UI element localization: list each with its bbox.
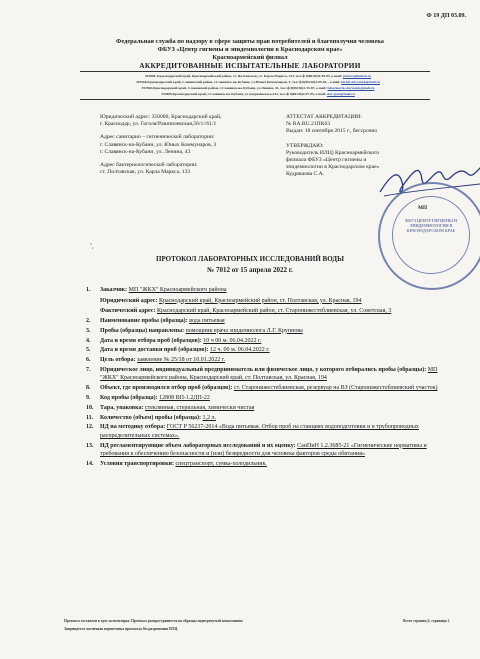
email-link[interactable]: slav-gsen@mail.ru bbox=[326, 92, 355, 96]
protocol-title: ПРОТОКОЛ ЛАБОРАТОРНЫХ ИССЛЕДОВАНИЙ ВОДЫ bbox=[156, 255, 344, 263]
item-label: Объект, где производился отбор проб (образцов): bbox=[100, 385, 233, 392]
protocol-item bbox=[86, 286, 445, 295]
address-line-2 bbox=[78, 80, 438, 85]
item-label: НД регламентирующие объем лабораторных исследований и их оценку: bbox=[100, 442, 296, 449]
bacteriology-lab-label: Адрес бактериологической лаборатории: bbox=[100, 162, 198, 169]
item-value: помощник врача эпидемиолога Л.Г. Крупнова bbox=[185, 327, 303, 334]
item-label: Условия транспортировки: bbox=[100, 461, 175, 468]
item-label: Заказчик: bbox=[100, 287, 128, 293]
item-label: Тара, упаковка: bbox=[100, 404, 144, 411]
address-line-4 bbox=[78, 92, 438, 97]
item-number: 9. bbox=[86, 395, 91, 402]
protocol-item bbox=[86, 423, 445, 440]
footer-note-1: Протокол составлен в трех экземплярах. Протокол распространяется на образцы подвергнутый испытаниям. bbox=[64, 619, 244, 623]
address-text: 353560,Краснодарский край, Славянский район, г.Славянск-на-Кубани, ул.Ленина, 43, тел./ф 8(86146)2-35-87, e-mail: bbox=[141, 86, 328, 90]
item-value: ГОСТ Р 56237-2014 «Вода питьевая. Отбор проб на станциях водоподготовки и в трубопроводных распределительных системах». bbox=[100, 424, 419, 439]
protocol-item bbox=[86, 337, 445, 346]
legal-address-value: г. Краснодар, ул. Гоголя/Рашпилевская,56/1//61/1 bbox=[100, 121, 217, 128]
protocol-item bbox=[86, 394, 445, 403]
item-value: 12 ч. 00 м. 06.04.2022 г. bbox=[209, 347, 270, 354]
bacteriology-lab-address: ст. Полтавская, ул. Карла Маркса, 133 bbox=[100, 169, 191, 176]
approve-line: Руководитель ИЛЦ) Красноармейского bbox=[286, 149, 380, 156]
attestation-number: № RA.RU.21ПК63 bbox=[286, 121, 331, 128]
item-value: заявление № 25/18 от 10.01.2022 г. bbox=[137, 357, 226, 364]
address-line-3 bbox=[78, 86, 438, 91]
approve-title: УТВЕРЖДАЮ: bbox=[286, 142, 324, 149]
approver-name: Кудряшова С.А. bbox=[286, 171, 325, 178]
item-number: 13. bbox=[86, 442, 94, 449]
item-label: Цель отбора: bbox=[100, 357, 136, 364]
item-value: стеклянная, стерильная, химически чистая bbox=[144, 404, 255, 411]
item-label: НД на методику отбора: bbox=[100, 424, 166, 431]
item-number: 11. bbox=[86, 414, 94, 421]
header-rule bbox=[80, 71, 430, 72]
item-label: Юридический адрес: bbox=[100, 297, 158, 304]
item-label: Код пробы (образца): bbox=[100, 395, 158, 402]
header-center: ФБУЗ «Центр гигиены и эпидемиологии в Краснодарском крае» bbox=[157, 46, 343, 53]
item-value: вода питьевая bbox=[189, 317, 225, 324]
protocol-items-list bbox=[86, 286, 445, 470]
protocol-item bbox=[86, 317, 445, 326]
item-number: 12. bbox=[86, 424, 94, 431]
footer-note-2: Запрещается частичная перепечатка протокола без разрешения ИЛЦ bbox=[64, 627, 178, 631]
protocol-item bbox=[86, 442, 445, 459]
item-number: 7. bbox=[86, 366, 91, 373]
attestation-date: Выдан: 18 сентября 2015 г., бессрочно bbox=[286, 128, 378, 135]
item-label: Дата и время отбора проб (образцов): bbox=[100, 337, 202, 344]
protocol-item bbox=[86, 460, 445, 469]
email-link[interactable]: laboratoria-slavyansk@mail.ru bbox=[327, 86, 375, 90]
item-value: Краснодарский край, Красноармейский район, ст. Полтавская, ул. Красная, 194 bbox=[158, 297, 362, 304]
form-code: Ф 19 ДП 03.09. bbox=[426, 13, 466, 19]
item-value: 12808 ВП-1.2ДП-22 bbox=[159, 395, 210, 402]
address-text: 353560,Краснодарский край, Славянский район, г.Славянск-на-Кубани, ул.Юных Коммунаров, 3, тел./ф 8(86146)4-09-65, , e-mail: bbox=[136, 80, 342, 84]
page-counter: Всего страниц 2; страница 1. bbox=[403, 619, 450, 623]
item-number: 4. bbox=[86, 337, 91, 344]
address-text: 353800, Краснодарский край, Красноармейский район, ст. Полтавская, ул. Карла Маркса, 133, тел./ф 8(86165)4-09-85, e-mail: bbox=[144, 74, 343, 78]
item-number: 3. bbox=[86, 327, 91, 334]
protocol-number: № 7012 от 15 апреля 2022 г. bbox=[207, 266, 293, 274]
protocol-item bbox=[86, 414, 445, 423]
item-label: Пробы (образцы) направлены: bbox=[100, 327, 185, 334]
item-number: 2. bbox=[86, 317, 91, 324]
item-label: Наименование пробы (образца): bbox=[100, 317, 188, 324]
item-number: 8. bbox=[86, 385, 91, 392]
item-value: 1,2 л. bbox=[202, 414, 216, 421]
approve-line: филиала ФБУЗ «Центр гигиены и bbox=[286, 157, 367, 164]
protocol-item bbox=[86, 356, 445, 365]
approve-line: эпидемиологии в Краснодарском крае» bbox=[286, 164, 380, 171]
item-value: спецтранспорт, сумка-холодильник. bbox=[175, 461, 267, 468]
item-value: 10 ч 00 м. 06.04.2022 г. bbox=[203, 337, 262, 344]
item-value: МП "ЖКХ" Красноармейского района, Краснодарский край, ст. Полтавская, ул. Красная, 194 bbox=[100, 366, 438, 382]
header-laboratories: АККРЕДИТОВАННЫЕ ИСПЫТАТЕЛЬНЫЕ ЛАБОРАТОРИИ bbox=[139, 61, 361, 70]
item-number: 6. bbox=[86, 357, 91, 364]
item-value: ст. Старонижестеблиевская, резервуар на ВЗ (Старонижестеблиевский участок) bbox=[233, 385, 438, 392]
protocol-item bbox=[86, 384, 445, 393]
legal-address-block bbox=[100, 114, 280, 176]
item-number: 1. bbox=[86, 287, 91, 293]
attestation-title: АТТЕСТАТ АККРЕДИТАЦИИ: bbox=[286, 114, 362, 120]
item-value: Краснодарский край, Красноармейский район, ст. Старонижестеблиевская, ул. Советская, 3 bbox=[156, 308, 392, 315]
protocol-item bbox=[86, 346, 445, 355]
seal-place-label: МП bbox=[418, 205, 428, 211]
header-branch: Красноармейский филиал bbox=[212, 54, 288, 61]
address-rule bbox=[80, 99, 430, 100]
item-number: 14. bbox=[86, 461, 94, 468]
email-link[interactable]: poltava@kuban.ru bbox=[342, 74, 372, 78]
item-number: 5. bbox=[86, 347, 91, 354]
legal-address-label: Юридический адрес: 350000, Краснодарский край, bbox=[100, 114, 222, 120]
address-line-1 bbox=[78, 74, 438, 79]
protocol-item bbox=[100, 297, 445, 306]
item-value: МП "ЖКХ" Красноармейского района bbox=[128, 287, 227, 293]
item-value: СанПиН 1.2.3685-21 «Гигиенические нормативы и требования к обеспечению безопасности и (или) безвредности для человека факторов среды обитания» bbox=[100, 442, 427, 458]
address-text: 353800,Краснодарский край, г.Славянск-на-Кубани, ул.Дзержинского,243, тел./ф 8(86146)4-97-05, e-mail: bbox=[161, 92, 327, 96]
item-label: Дата и время доставки проб (образцов): bbox=[100, 347, 209, 354]
sanitary-lab-label: Адрес санитарно – гигиенической лаборатории: bbox=[100, 134, 215, 141]
protocol-item bbox=[100, 307, 445, 316]
item-label: Фактический адрес: bbox=[100, 308, 156, 315]
email-link[interactable]: kirish-slavyansk@mail.ru bbox=[341, 80, 380, 84]
seal-text: ФБУЗ ЦЕНТР ГИГИЕНЫ И ЭПИДЕМИОЛОГИИ В КРАСНОДАРСКОМ КРАЕ bbox=[404, 218, 458, 233]
item-number: 10. bbox=[86, 404, 94, 411]
item-label: Количество (объем) пробы (образца): bbox=[100, 414, 201, 421]
sanitary-lab-address-2: г. Славянск-на-Кубани, ул. Ленина, 43 bbox=[100, 148, 191, 155]
protocol-item bbox=[86, 404, 445, 413]
protocol-item bbox=[86, 366, 445, 383]
item-label: Юридическое лицо, индивидуальный предприниматель или физическое лицо, у которого отбирались пробы (образцы): bbox=[100, 366, 427, 373]
protocol-item bbox=[86, 327, 445, 336]
header-agency: Федеральная служба по надзору в сфере защиты прав потребителей и благополучия человека bbox=[116, 38, 384, 45]
sanitary-lab-address-1: г. Славянск-на-Кубани, ул. Юных Коммунаров, 3 bbox=[100, 141, 217, 148]
margin-mark: ˇ, bbox=[90, 244, 94, 250]
